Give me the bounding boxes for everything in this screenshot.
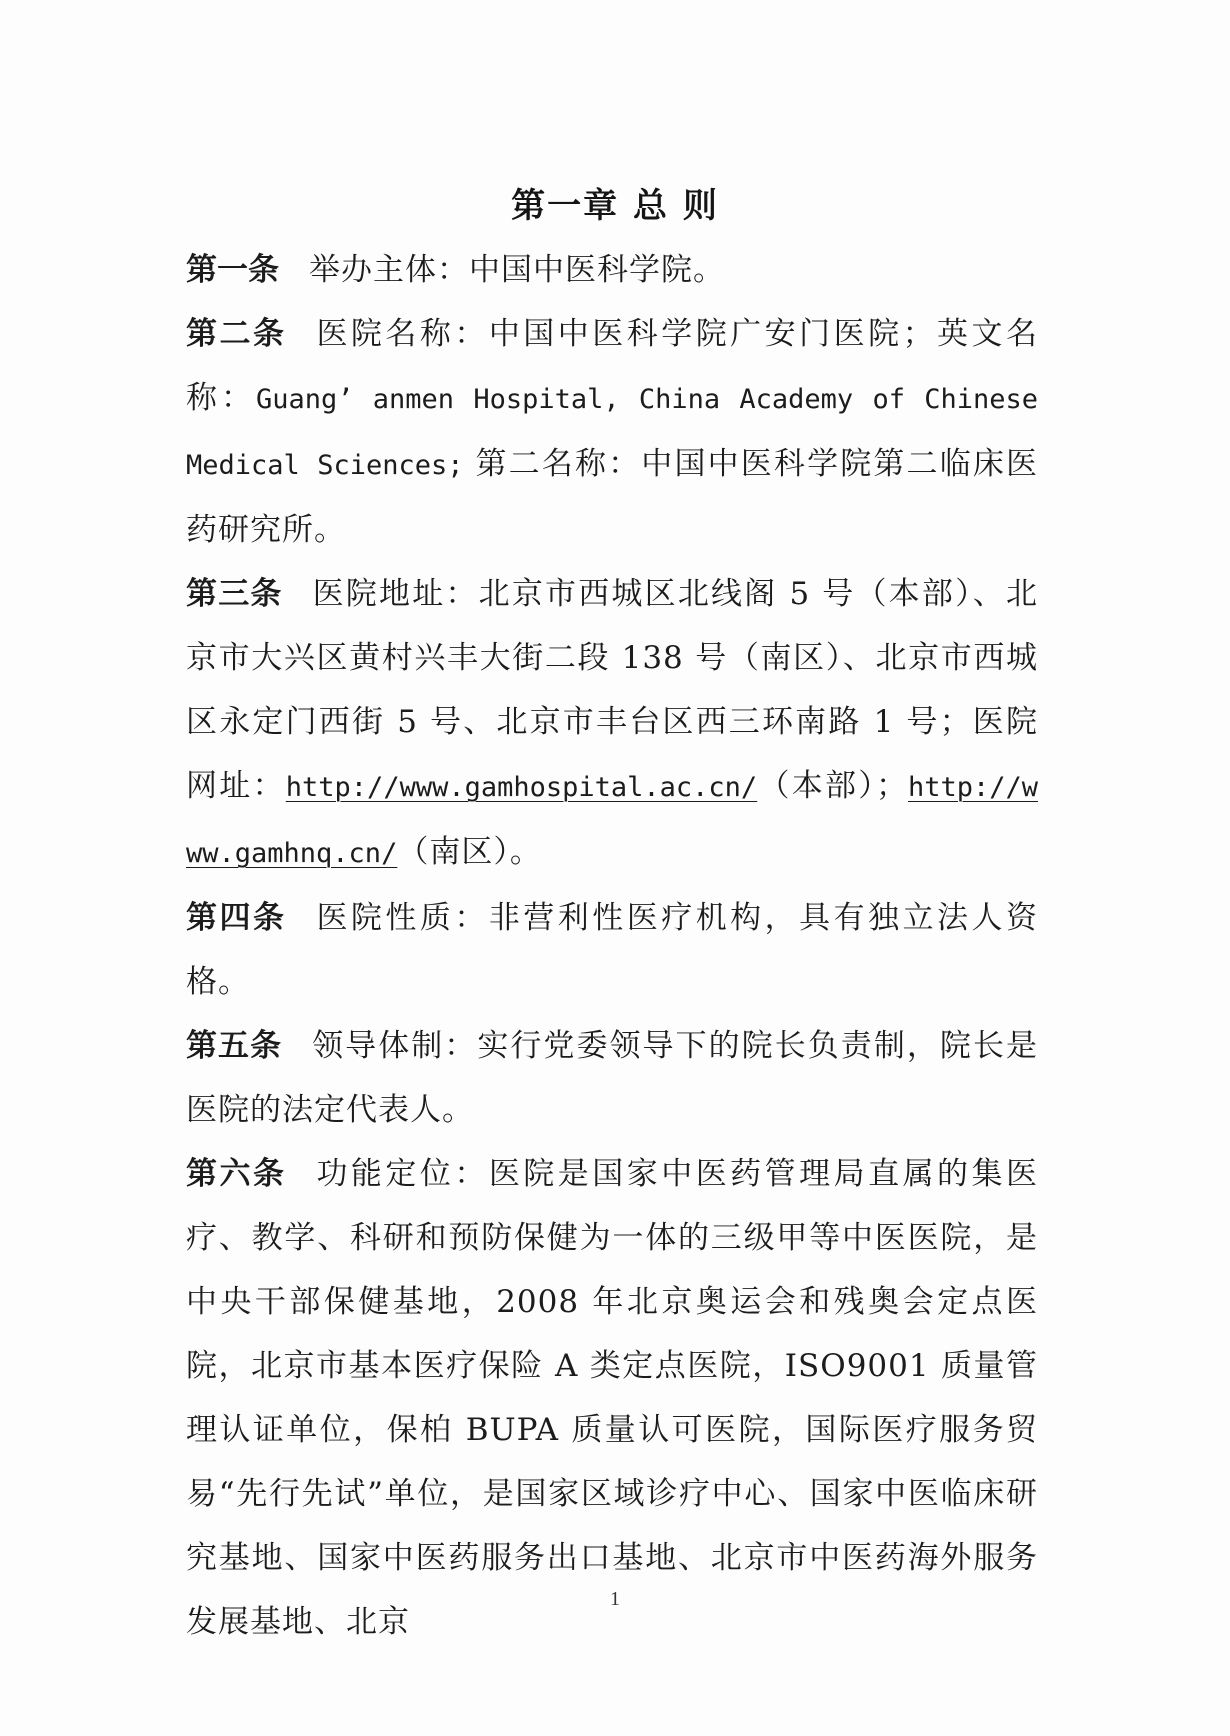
article-label: 第一条 bbox=[186, 252, 279, 288]
article-3 bbox=[186, 562, 1038, 886]
article-text: 功能定位：医院是国家中医药管理局直属的集医疗、教学、科研和预防保健为一体的三级甲等中医医院，是中央干部保健基地，2008 年北京奥运会和残奥会定点医院，北京市基本医疗保险 A 类定点医院，ISO9001 质量管理认证单位，保柏 BUPA 质量认可医院，国际医疗服务贸易“先行先试”单位，是国家区域诊疗中心、国家中医临床研究基地、国家中医药服务出口基地、北京市中医药海外服务发展基地、北京 bbox=[186, 1156, 1039, 1640]
article-2 bbox=[186, 302, 1038, 562]
website-note-main: （本部）； bbox=[757, 768, 908, 804]
english-name: Guang’ anmen Hospital, China Academy of Chinese Medical Sciences; bbox=[186, 384, 1038, 481]
article-text-after: 第二名称：中国中医科学院第二临床医药研究所。 bbox=[186, 446, 1038, 548]
article-text: 举办主体：中国中医科学院。 bbox=[309, 252, 725, 288]
chapter-title: 第一章 总 则 bbox=[511, 186, 719, 226]
article-4 bbox=[186, 886, 1038, 1014]
article-text: 领导体制：实行党委领导下的院长负责制，院长是医院的法定代表人。 bbox=[186, 1028, 1038, 1128]
article-1 bbox=[186, 238, 1038, 302]
article-5 bbox=[186, 1014, 1038, 1142]
website-link-south[interactable]: http://www.gamhnq.cn/ bbox=[186, 772, 1039, 869]
article-6 bbox=[186, 1142, 1038, 1654]
article-label: 第二条 bbox=[186, 316, 287, 352]
article-label: 第六条 bbox=[186, 1156, 287, 1192]
article-label: 第四条 bbox=[186, 900, 287, 936]
article-label: 第五条 bbox=[186, 1028, 283, 1064]
article-text: 医院名称：中国中医科学院广安门医院；英文名称： bbox=[186, 316, 1039, 416]
document-body bbox=[186, 238, 1038, 1654]
website-link-main[interactable]: http://www.gamhospital.ac.cn/ bbox=[285, 772, 758, 803]
article-label: 第三条 bbox=[186, 576, 283, 612]
article-text: 医院性质：非营利性医疗机构，具有独立法人资格。 bbox=[186, 900, 1039, 1000]
website-note-south: （南区）。 bbox=[397, 834, 542, 870]
page-number: 1 bbox=[610, 1588, 620, 1610]
article-text: 医院地址：北京市西城区北线阁 5 号（本部）、北京市大兴区黄村兴丰大街二段 138 号（南区）、北京市西城区永定门西街 5 号、北京市丰台区西三环南路 1 号；医院网址： bbox=[186, 576, 1038, 804]
